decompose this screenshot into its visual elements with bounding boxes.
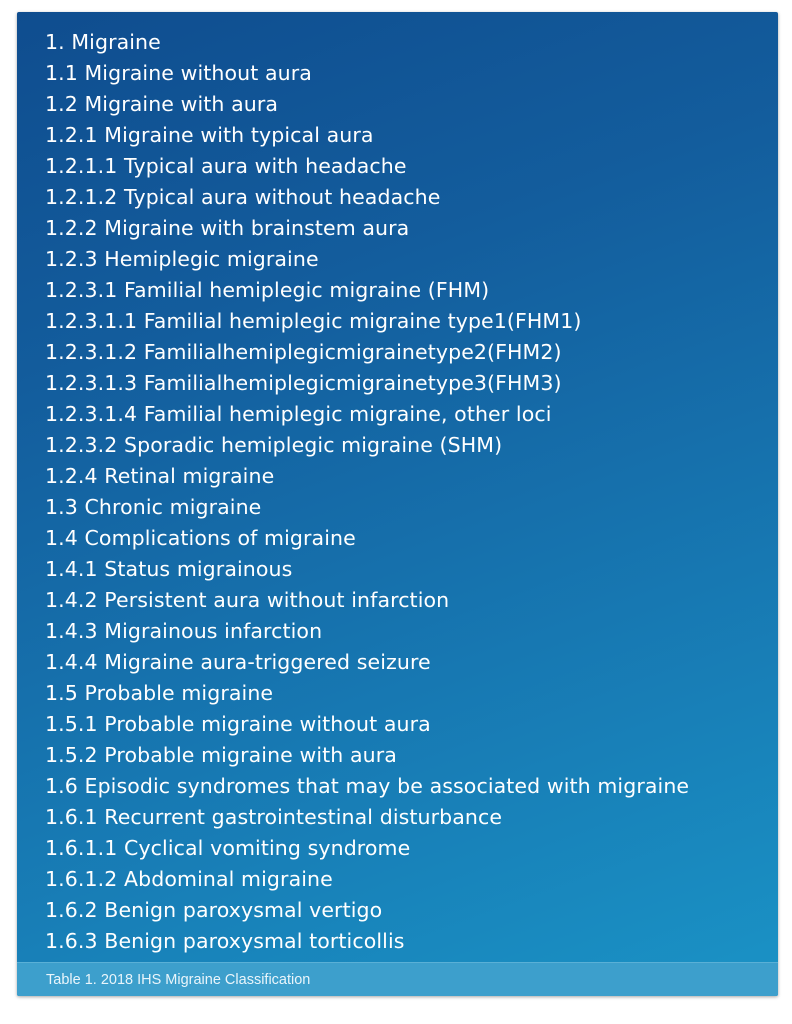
list-item: 1.2.3.1.3 Familialhemiplegicmigrainetype3(FHM3) [45, 371, 562, 395]
list-item: 1.2.3 Hemiplegic migraine [45, 247, 319, 271]
list-item: 1.6.1.2 Abdominal migraine [45, 867, 333, 891]
list-item: 1.2.1.2 Typical aura without headache [45, 185, 441, 209]
list-item: 1.3 Chronic migraine [45, 495, 262, 519]
list-item: 1.2.3.1 Familial hemiplegic migraine (FHM) [45, 278, 490, 302]
list-item: 1.2.1 Migraine with typical aura [45, 123, 374, 147]
list-item: 1.5.1 Probable migraine without aura [45, 712, 431, 736]
list-item: 1.6.3 Benign paroxysmal torticollis [45, 929, 405, 953]
list-item: 1.4 Complications of migraine [45, 526, 356, 550]
table-caption: Table 1. 2018 IHS Migraine Classification [46, 972, 311, 988]
table-caption-bar [17, 962, 778, 996]
list-item: 1.2.3.1.2 Familialhemiplegicmigrainetype2(FHM2) [45, 340, 562, 364]
classification-table-card [17, 12, 778, 996]
list-item: 1.2.3.1.4 Familial hemiplegic migraine, other loci [45, 402, 552, 426]
classification-list [17, 12, 778, 957]
list-item: 1.2.4 Retinal migraine [45, 464, 275, 488]
list-item: 1.4.2 Persistent aura without infarction [45, 588, 450, 612]
list-item: 1. Migraine [45, 30, 161, 54]
list-item: 1.5.2 Probable migraine with aura [45, 743, 397, 767]
list-item: 1.4.1 Status migrainous [45, 557, 293, 581]
list-item: 1.2 Migraine with aura [45, 92, 279, 116]
list-item: 1.1 Migraine without aura [45, 61, 312, 85]
list-item: 1.2.3.1.1 Familial hemiplegic migraine type1(FHM1) [45, 309, 582, 333]
list-item: 1.2.3.2 Sporadic hemiplegic migraine (SHM) [45, 433, 503, 457]
list-item: 1.6.1 Recurrent gastrointestinal disturbance [45, 805, 503, 829]
list-item: 1.2.1.1 Typical aura with headache [45, 154, 407, 178]
list-item: 1.5 Probable migraine [45, 681, 274, 705]
list-item: 1.2.2 Migraine with brainstem aura [45, 216, 410, 240]
list-item: 1.6 Episodic syndromes that may be associated with migraine [45, 774, 690, 798]
list-item: 1.4.3 Migrainous infarction [45, 619, 323, 643]
list-item: 1.6.2 Benign paroxysmal vertigo [45, 898, 383, 922]
list-item: 1.6.1.1 Cyclical vomiting syndrome [45, 836, 411, 860]
list-item: 1.4.4 Migraine aura-triggered seizure [45, 650, 431, 674]
